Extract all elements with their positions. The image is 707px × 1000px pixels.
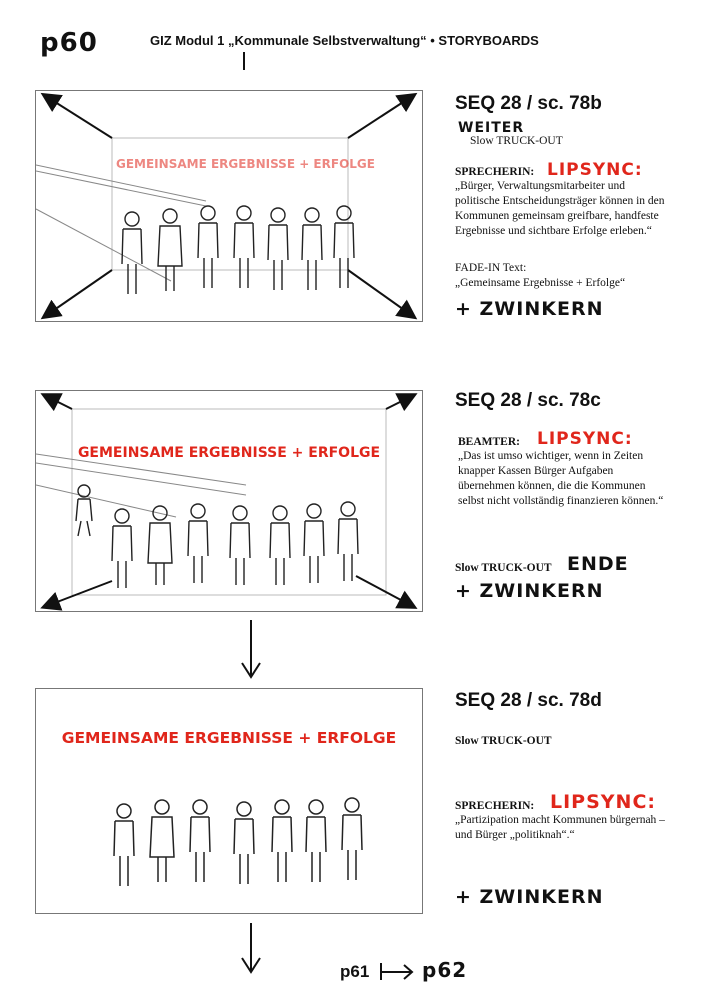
page-header: GIZ Modul 1 „Kommunale Selbstverwaltung“ • STORYBOARDS xyxy=(150,33,539,48)
lipsync-note: LIPSYNC: xyxy=(547,160,643,180)
fade-in-label: FADE-IN Text: xyxy=(455,262,527,274)
frame-overlay-text: GEMEINSAME ERGEBNISSE + ERFOLGE xyxy=(77,445,381,461)
frame-overlay-text: GEMEINSAME ERGEBNISSE + ERFOLGE xyxy=(116,157,375,171)
handwritten-note-weiter: WEITER xyxy=(458,120,525,136)
frame-drawing xyxy=(36,689,422,913)
inner-frame-guide xyxy=(72,409,386,595)
next-page-ref: p61 xyxy=(340,962,370,981)
dialogue-text: „Bürger, Verwaltungsmitarbeiter und politische Entscheidungsträger können in den Kommunen gemeinsam greifbare, handfeste Ergebnisse und sichtbare Erfolge erleben.“ xyxy=(455,180,665,237)
truck-out-arrow xyxy=(44,270,112,317)
camera-direction: Slow TRUCK-OUT xyxy=(470,135,563,147)
camera-end-note: ENDE xyxy=(567,553,629,575)
scene-title: SEQ 28 / sc. 78c xyxy=(455,390,601,411)
speaker-label: BEAMTER: xyxy=(458,436,520,448)
down-arrow-icon xyxy=(236,615,266,685)
people-group xyxy=(122,206,354,294)
lipsync-note: LIPSYNC: xyxy=(550,791,656,813)
people-group xyxy=(114,798,362,886)
wink-note: + ZWINKERN xyxy=(455,298,604,320)
storyboard-frame-78b xyxy=(35,90,423,322)
storyboard-frame-78d xyxy=(35,688,423,914)
truck-out-arrow xyxy=(44,395,72,409)
dialogue-text: „Das ist umso wichtiger, wenn in Zeiten knapper Kassen Bürger Aufgaben übernehmen können, die die Kommunen selbst nicht vollständig finanzieren können.“ xyxy=(458,450,664,507)
camera-direction: Slow TRUCK-OUT xyxy=(455,735,552,747)
camera-direction: Slow TRUCK-OUT xyxy=(455,562,552,574)
people-group xyxy=(76,485,358,588)
wink-note: + ZWINKERN xyxy=(455,886,604,908)
wink-note: + ZWINKERN xyxy=(455,580,604,602)
frame-drawing xyxy=(36,391,422,611)
fade-in-text: „Gemeinsame Ergebnisse + Erfolge“ xyxy=(455,277,626,289)
truck-out-arrow xyxy=(348,95,414,138)
truck-out-arrow xyxy=(356,576,414,607)
speaker-label: SPRECHERIN: xyxy=(455,166,535,178)
scene-title: SEQ 28 / sc. 78d xyxy=(455,690,602,711)
truck-out-arrow xyxy=(44,95,112,138)
header-tick-mark xyxy=(243,52,245,70)
truck-out-arrow xyxy=(386,395,414,409)
down-arrow-icon xyxy=(236,918,266,978)
dialogue-text: „Partizipation macht Kommunen bürgernah – und Bürger „politiknah“.“ xyxy=(455,814,665,841)
frame-drawing xyxy=(36,91,422,321)
following-page-ref: p62 xyxy=(422,958,468,982)
storyboard-frame-78c xyxy=(35,390,423,612)
lipsync-note: LIPSYNC: xyxy=(537,429,633,449)
scene-title: SEQ 28 / sc. 78b xyxy=(455,93,602,114)
truck-out-arrow xyxy=(348,270,414,317)
right-arrow-icon xyxy=(378,960,418,984)
frame-overlay-text: GEMEINSAME ERGEBNISSE + ERFOLGE xyxy=(61,729,397,747)
speaker-label: SPRECHERIN: xyxy=(455,800,535,812)
page-number: p60 xyxy=(40,28,98,58)
truck-out-arrow xyxy=(44,581,112,607)
